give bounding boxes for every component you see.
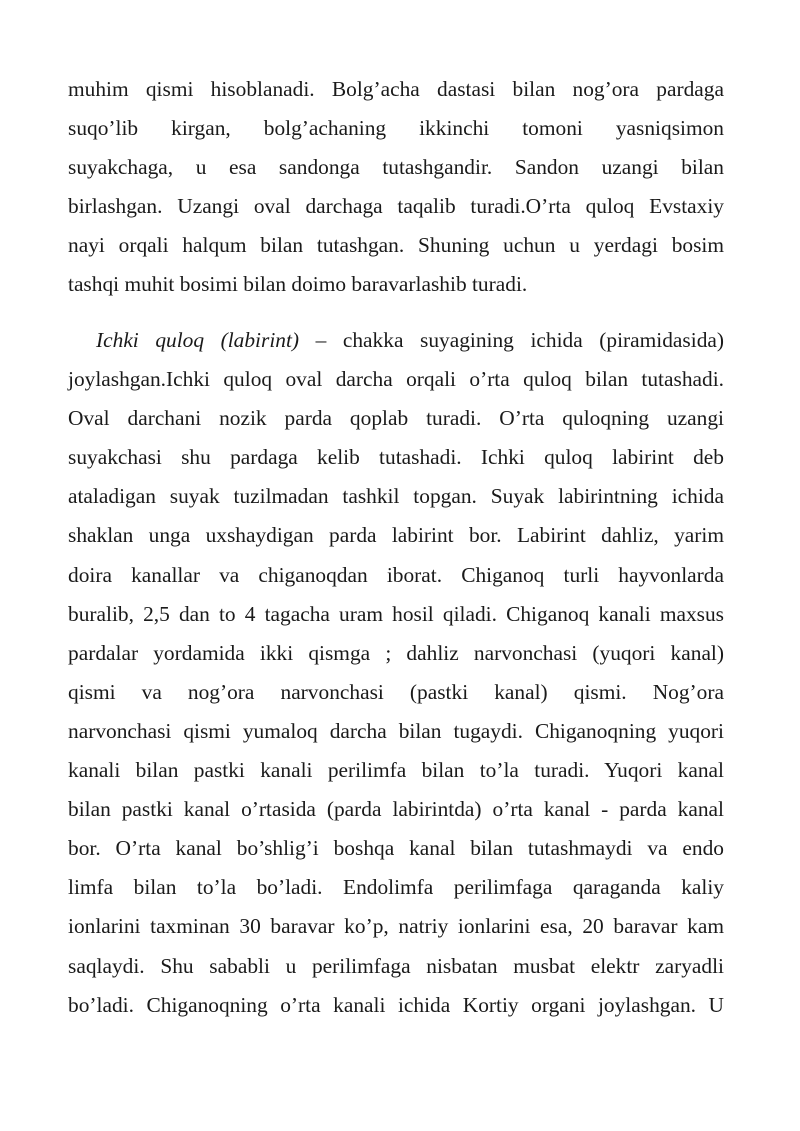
text-line: bo’ladi. Chiganoqning o’rta kanali ichida Kortiy organi joylashgan. U <box>68 992 724 1017</box>
text-line: birlashgan. Uzangi oval darchaga taqalib turadi.O’rta quloq Evstaxiy <box>68 194 724 219</box>
text-line: nayi orqali halqum bilan tutashgan. Shuning uchun u yerdagi bosim <box>68 233 724 258</box>
text-line: suyakchaga, u esa sandonga tutashgandir. Sandon uzangi bilan <box>68 155 724 180</box>
text-line: pardalar yordamida ikki qismga ; dahliz narvonchasi (yuqori kanal) <box>68 640 724 665</box>
text-segment: – chakka suyagining ichida (piramidasida) <box>299 328 725 352</box>
text-line: saqlaydi. Shu sababli u perilimfaga nisbatan musbat elektr zaryadli <box>68 953 724 978</box>
text-line: muhim qismi hisoblanadi. Bolg’acha dastasi bilan nog’ora pardaga <box>68 77 724 101</box>
text-line: suqo’lib kirgan, bolg’achaning ikkinchi tomoni yasniqsimon <box>68 116 724 141</box>
text-line: limfa bilan to’la bo’ladi. Endolimfa perilimfaga qaraganda kaliy <box>68 875 724 900</box>
text-line: buralib, 2,5 dan to 4 tagacha uram hosil qiladi. Chiganoq kanali maxsus <box>68 601 724 626</box>
text-line: tashqi muhit bosimi bilan doimo baravarlashib turadi. <box>68 272 528 297</box>
text-line: ionlarini taxminan 30 baravar ko’p, natriy ionlarini esa, 20 baravar kam <box>68 914 724 939</box>
text-line: joylashgan.Ichki quloq oval darcha orqali o’rta quloq bilan tutashadi. <box>68 367 724 392</box>
text-line: bor. O’rta kanal bo’shlig’i boshqa kanal bilan tutashmaydi va endo <box>68 836 724 861</box>
text-line: shaklan unga uxshaydigan parda labirint bor. Labirint dahliz, yarim <box>68 523 724 548</box>
text-line: bilan pastki kanal o’rtasida (parda labirintda) o’rta kanal - parda kanal <box>68 797 724 822</box>
text-line <box>68 321 724 360</box>
text-line: doira kanallar va chiganoqdan iborat. Chiganoq turli hayvonlarda <box>68 562 724 587</box>
italic-term: Ichki quloq (labirint) <box>96 328 300 352</box>
text-line: Oval darchani nozik parda qoplab turadi. O’rta quloqning uzangi <box>68 406 724 431</box>
text-line: qismi va nog’ora narvonchasi (pastki kanal) qismi. Nog’ora <box>68 679 724 704</box>
text-line: ataladigan suyak tuzilmadan tashkil topgan. Suyak labirintning ichida <box>68 484 724 509</box>
paragraph-1 <box>68 70 724 305</box>
text-line: suyakchasi shu pardaga kelib tutashadi. Ichki quloq labirint deb <box>68 445 724 470</box>
text-line: narvonchasi qismi yumaloq darcha bilan tugaydi. Chiganoqning yuqori <box>68 718 724 743</box>
text-line: kanali bilan pastki kanali perilimfa bilan to’la turadi. Yuqori kanal <box>68 758 724 783</box>
paragraph-2 <box>68 321 724 1025</box>
